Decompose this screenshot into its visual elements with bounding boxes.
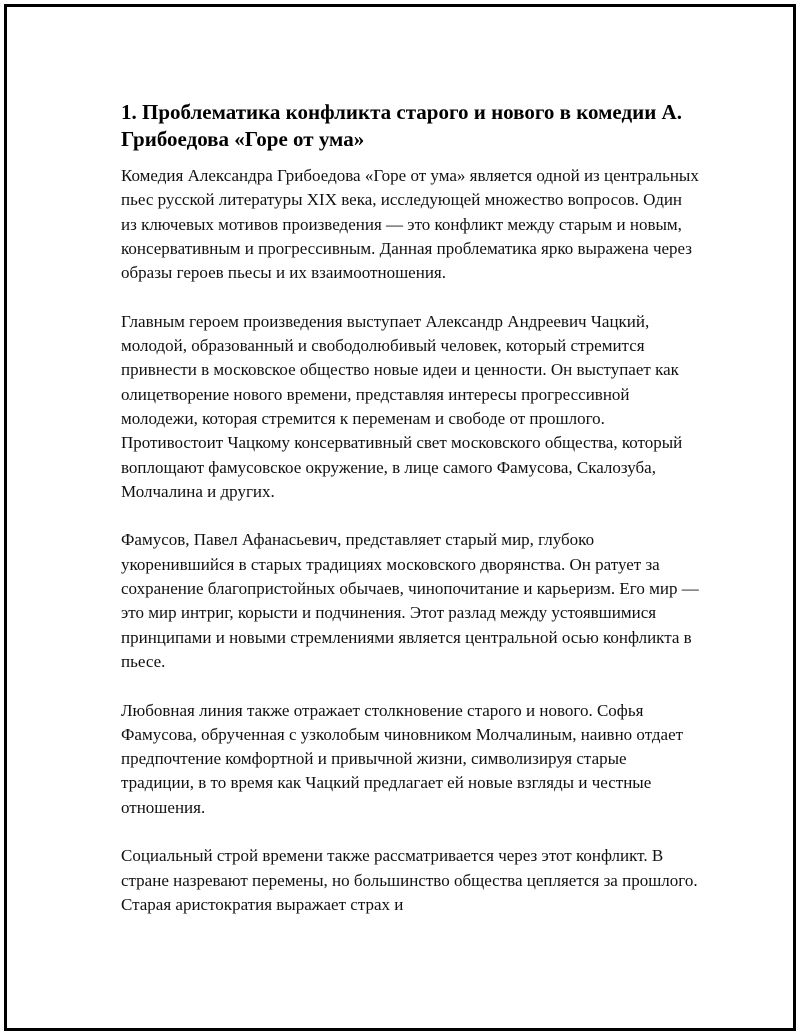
paragraph-2: Главным героем произведения выступает Александр Андреевич Чацкий, молодой, образованный и свободолюбивый человек, который стремится привнести в московское общество новые идеи и ценности. Он выступает как олицетворение нового времени, представляя интересы прогрессивной молодежи, которая стремится к переменам и свободе от прошлого. Противостоит Чацкому консервативный свет московского общества, который воплощают фамусовское окружение, в лице самого Фамусова, Скалозуба, Молчалина и других. xyxy=(121,311,683,501)
document-title: 1. Проблематика конфликта старого и нового в комедии А. Грибоедова «Горе от ума» xyxy=(121,100,682,151)
paragraph-5: Социальный строй времени также рассматривается через этот конфликт. В стране назревают перемены, но большинство общества цепляется за прошлого. Старая аристократия выражает страх и xyxy=(121,846,698,914)
document-page xyxy=(4,4,796,1031)
paragraph-1: Комедия Александра Грибоедова «Горе от ума» является одной из центральных пьес русской литературы XIX века, исследующей множество вопросов. Один из ключевых мотивов произведения — это конфликт между старым и новым, консервативным и прогрессивным. Данная проблематика ярко выражена через образы героев пьесы и их взаимоотношения. xyxy=(121,166,699,283)
paragraph-4: Любовная линия также отражает столкновение старого и нового. Софья Фамусова, обрученная с узколобым чиновником Молчалиным, наивно отдает предпочтение комфортной и привычной жизни, символизируя старые традиции, в то время как Чацкий предлагает ей новые взгляды и честные отношения. xyxy=(121,700,684,817)
paragraph-3: Фамусов, Павел Афанасьевич, представляет старый мир, глубоко укоренившийся в старых традициях московского дворянства. Он ратует за сохранение благопристойных обычаев, чинопочитание и карьеризм. Его мир — это мир интриг, корысти и подчинения. Этот разлад между устоявшимися принципами и новыми стремлениями является центральной осью конфликта в пьесе. xyxy=(121,530,699,671)
document-content xyxy=(121,99,701,942)
